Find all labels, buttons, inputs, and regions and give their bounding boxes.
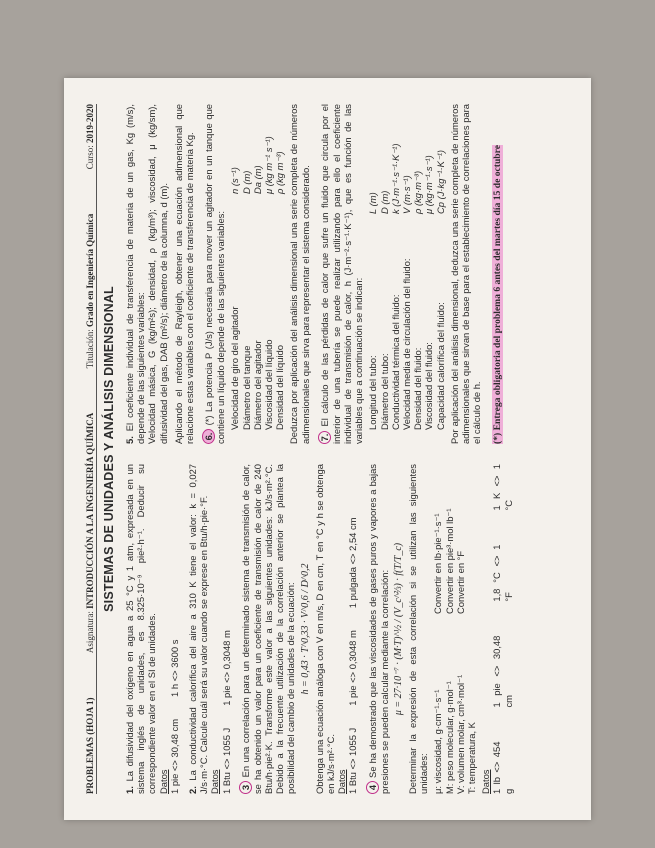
submission-note — [492, 104, 503, 444]
problem-2 — [187, 464, 232, 794]
problem-4-variables — [432, 464, 477, 794]
variable-name: Diámetro del tanque — [240, 345, 252, 430]
rotated-page-content — [64, 78, 591, 820]
conversion: Convertir en lb·pie⁻¹·s⁻¹ — [432, 513, 444, 614]
problem-3-text2: Obtenga una ecuación análoga con V en m/s, D en cm, T en °C y h se obtenga en kJ/s·m²·°C. — [313, 464, 337, 794]
variable-symbol: D (m) — [378, 190, 390, 214]
year-label: Curso: — [84, 145, 95, 170]
data-item: 1 h <> 3600 s — [168, 639, 180, 697]
problem-4-text2: Determinar la expresión de esta correlación si se utilizan las siguientes unidades: — [407, 464, 430, 794]
problem-1-data — [169, 464, 180, 794]
variable-symbol: L (m) — [367, 192, 379, 214]
year-value: 2019-2020 — [84, 104, 95, 144]
left-column — [124, 464, 521, 794]
data-item: 1 Btu <> 1055 J — [220, 727, 232, 794]
problem-2-number: 2. — [187, 786, 199, 794]
problem-6-text2: Deduzca por aplicación del análisis dimensional una serie completa de números adimensionales que sirva para representar el sistema considerado. — [288, 104, 311, 444]
variable-symbol: ρ (kg m⁻³) — [274, 151, 286, 194]
problem-3-text: En una correlación para un determinado sistema de transmisión de calor, se ha obtenido un valor para un coeficiente de transmisión de calor de 240 Btu/h·pie²·K. Transforme este valor a las siguientes unidades: kJ/s·m²·°C. Debido a la frecuente utilización de la correlación anterior se plantea la posibilidad del cambio de unidades de la ecuación: — [239, 463, 297, 794]
variable-name: Densidad del líquido — [274, 345, 286, 430]
variable-symbol: k (J·m⁻¹·s⁻¹·K⁻¹) — [389, 143, 401, 214]
submission-note-text: (*) Entrega obligatoria del problema 6 antes del martes día 15 de octubre — [492, 145, 504, 444]
variable-symbol: D (m) — [240, 170, 252, 194]
data-item: 1 pulgada <> 2,54 cm — [347, 517, 359, 609]
problem-5 — [124, 104, 195, 444]
variable-name: Longitud del tubo: — [367, 355, 379, 430]
variable-symbol: Da (m) — [251, 165, 263, 194]
data-item: 1 pie <> 0,3048 m — [220, 630, 232, 706]
problem-1-number: 1. — [124, 786, 135, 794]
problem-3-number: 3 — [239, 781, 252, 794]
right-column — [124, 104, 504, 444]
problem-7 — [318, 104, 483, 444]
variable: T: temperatura, K — [466, 722, 478, 794]
problem-4-formula: μ = 27·10⁻⁷ · (M·T)^½ / (V_c^⅔) · f(T/T_c) — [392, 542, 404, 716]
conversion: Convertir en pie³·mol lb⁻¹ — [443, 508, 455, 614]
variable-symbol: Cp (J·kg⁻¹·K⁻¹) — [434, 149, 446, 214]
problem-6-variables — [229, 104, 285, 430]
problem-3-data-label: Datos — [336, 769, 348, 794]
variable: M: peso molecular, g·mol⁻¹ — [443, 681, 455, 794]
variable-name: Velocidad de giro del agitador — [229, 306, 241, 430]
sheet-label: PROBLEMAS (HOJA 1) — [84, 697, 95, 794]
subject — [85, 413, 96, 653]
variable-name: Densidad del fluido: — [412, 347, 424, 430]
variable-symbol: V (m·s⁻¹) — [401, 175, 413, 214]
problem-6-text: (*) La potencia P (J/s) necesaria para mover un agitador en un tanque que contiene un líquido depende de las siguientes variables: — [203, 104, 227, 444]
data-item: 1 K <> 1 °C — [491, 464, 514, 511]
degree-name: Grado en Ingeniería Química — [84, 213, 95, 327]
course-year — [85, 104, 96, 169]
problem-3-data — [347, 464, 358, 794]
problem-1-text: La difusividad del oxígeno en agua a 25 °C y 1 atm, expresada en un sistema inglés de unidades, es 8.325·10⁻⁹ pie²·h⁻¹. Deducir su correspondiente valor en el SI de unidades. — [124, 463, 158, 794]
problem-5-text2: Aplicando el método de Rayleigh, obtener una ecuación adimensional que relacione estas variables con el coeficiente de transferencia de materia Kg. — [172, 104, 196, 444]
variable: μ: viscosidad, g·cm⁻¹·s⁻¹ — [432, 689, 444, 794]
data-item: 1 lb <> 454 g — [491, 741, 514, 794]
variable-name: Viscosidad del líquido — [263, 339, 275, 430]
degree — [85, 214, 96, 369]
data-item: 1 pie <> 30,48 cm — [491, 635, 514, 708]
subject-label: Asignatura: — [84, 611, 95, 654]
variable-name: Velocidad media de circulación del fluido: — [401, 258, 413, 430]
variable-symbol: ρ (kg·m⁻³) — [412, 170, 424, 214]
variable-symbol: μ (kg m⁻¹ s⁻¹) — [263, 136, 275, 194]
problem-6 — [202, 104, 311, 444]
variable-name: Conductividad térmica del fluido: — [389, 294, 401, 430]
page-header — [82, 104, 97, 794]
problem-5-text: El coeficiente individual de transferencia de materia de un gas, Kg (m/s), depende de las siguientes variables: — [124, 104, 147, 444]
conversion: Convertir en °F — [454, 550, 466, 614]
page-title: SISTEMAS DE UNIDADES Y ANÁLISIS DIMENSIONAL — [102, 286, 116, 612]
variable-name: Viscosidad del fluido: — [423, 342, 435, 430]
variable-name: Capacidad calorífica del fluido: — [434, 302, 446, 430]
problem-4-data — [491, 464, 513, 794]
degree-label: Titulación: — [84, 329, 95, 369]
problem-2-data-label: Datos — [209, 769, 221, 794]
problem-7-text2: Por aplicación del análisis dimensional, deduzca una serie completa de números adimensionales que sirvan de base para el establecimiento de correlaciones para el cálculo de h. — [448, 104, 483, 444]
variable-symbol: n (s⁻¹) — [229, 167, 241, 194]
problem-2-text: La conductividad calorífica del aire a 310 K tiene el valor: k = 0,027 J/s·m·°C. Calcule cuál será su valor cuando se exprese en Btu/h·pie·°F. — [187, 463, 210, 794]
data-item: 1 pie <> 30,48 cm — [168, 718, 180, 794]
problem-7-number: 7. — [318, 431, 331, 444]
variable: V: volumen molar, cm³·mol⁻¹ — [454, 674, 466, 794]
problem-4-number: 4 — [366, 781, 379, 794]
data-item: 1,8 °C <> 1 °F — [491, 544, 514, 602]
data-item: 1 pie <> 0,3048 m — [347, 630, 359, 706]
problem-3 — [239, 464, 359, 794]
problem-4-data-label: Datos — [480, 769, 492, 794]
variable-name: Diámetro del agitador — [251, 340, 263, 430]
conversion — [466, 464, 477, 614]
variable-name: Diámetro del tubo: — [378, 353, 390, 430]
problem-2-data — [221, 464, 232, 794]
problem-3-formula: h = 0,43 · T^0,33 · V^0,6 / D^0,2 — [299, 563, 311, 695]
problem-7-variables — [367, 104, 445, 430]
subject-name: INTRODUCCIÓN A LA INGENIERÍA QUÍMICA — [84, 412, 95, 609]
data-item: 1 Btu <> 1055 J — [347, 727, 359, 794]
problem-4 — [366, 464, 514, 794]
problem-1 — [124, 464, 180, 794]
scanned-page — [64, 78, 591, 820]
problem-6-number: 6. — [202, 429, 215, 444]
problem-1-data-label: Datos — [157, 769, 169, 794]
problem-5-number: 5. — [124, 436, 135, 444]
variable-symbol: μ (kg·m⁻¹·s⁻¹) — [423, 155, 435, 214]
problem-7-text: El cálculo de las pérdidas de calor que sufre un fluido que circula por el interior de una tubería se puede realizar utilizando para ello el coeficiente individual de transmisión de calor, h (J·m⁻²·s⁻¹·K⁻¹), que es función de las variables que a continuación se indican: — [318, 104, 365, 444]
problem-4-text: Se ha demostrado que las viscosidades de gases puros y vapores a bajas presiones se pueden calcular mediante la correlación: — [366, 464, 390, 794]
problem-5-variables: Velocidad másica, G (kg/m²s); densidad, ρ (kg/m³); viscosidad, μ (kg/sm), difusividad del gas, DAB (m²/s); diámetro de la columna, d (m). — [146, 104, 169, 444]
